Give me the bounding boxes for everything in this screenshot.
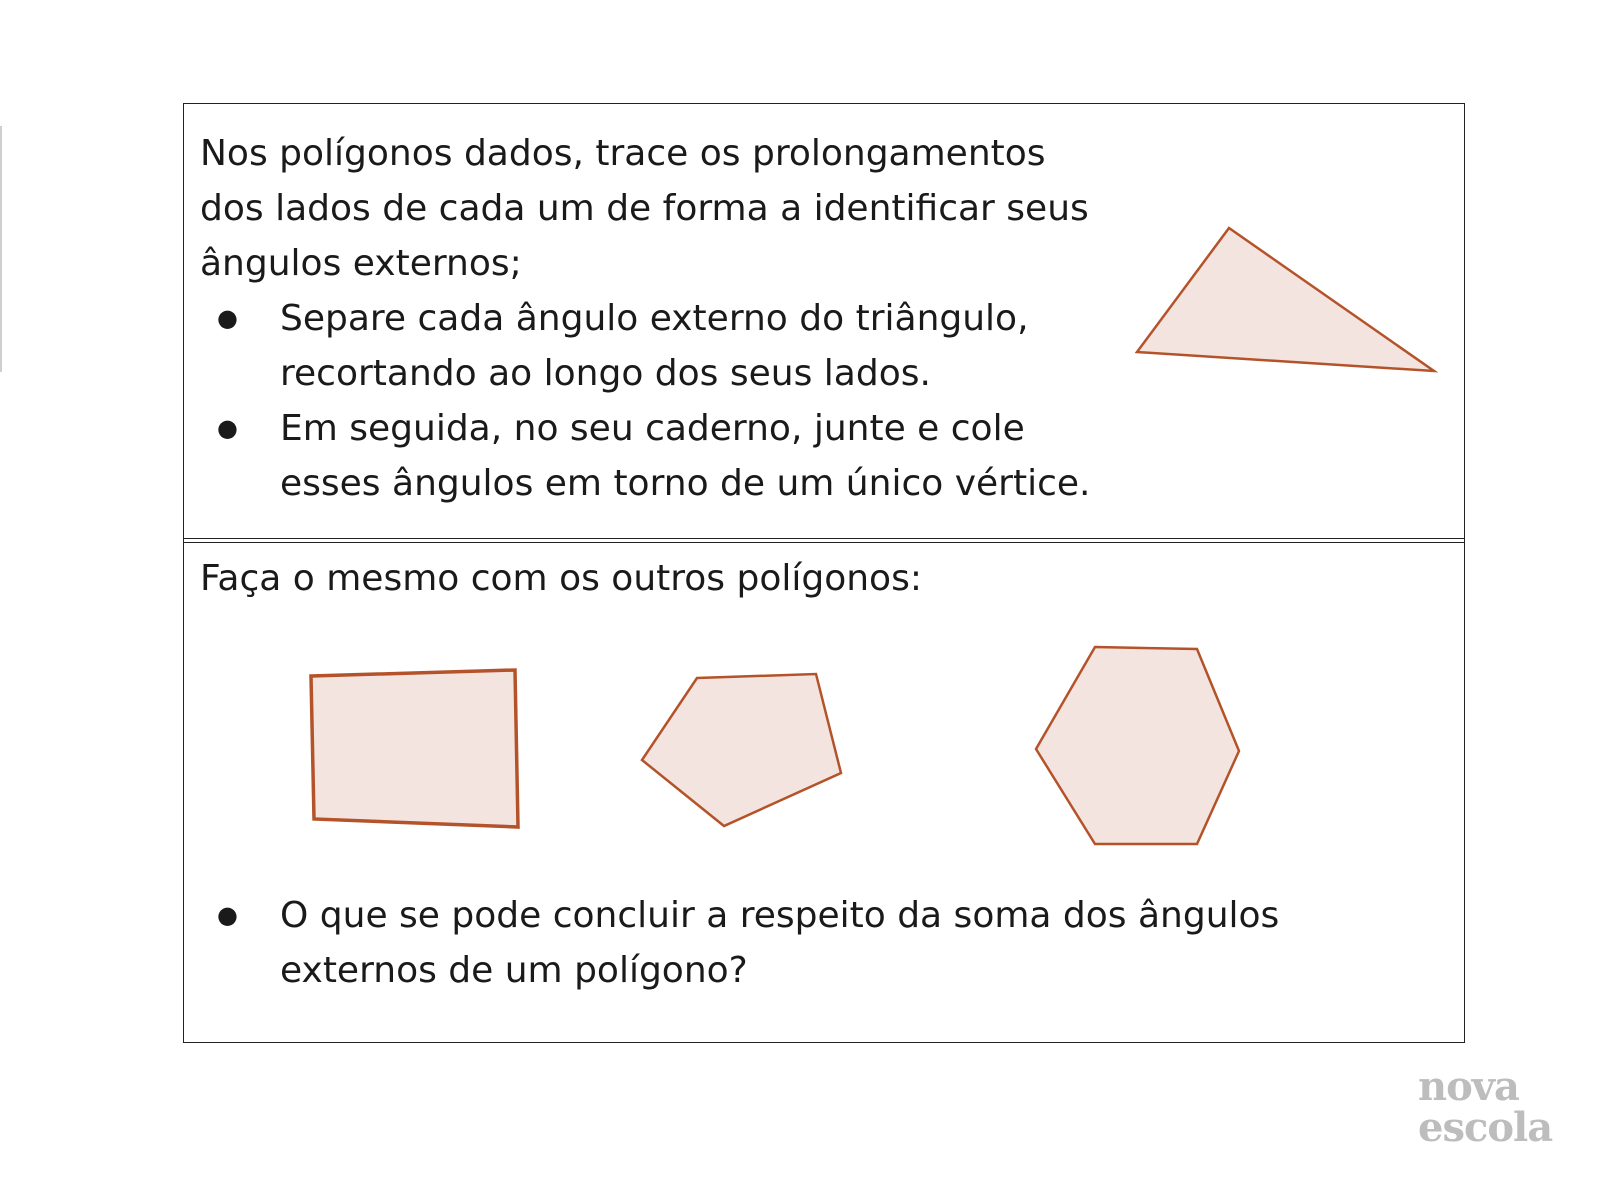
pentagon-shape [642, 674, 841, 826]
quadrilateral-shape [311, 670, 518, 827]
bullet-line: Separe cada ângulo externo do triângulo, [280, 298, 1029, 339]
triangle-shape [1137, 228, 1434, 371]
question-line: O que se pode concluir a respeito da soma dos ângulos [280, 895, 1280, 936]
question-line: externos de um polígono? [280, 950, 748, 991]
hexagon-shape [1036, 647, 1239, 844]
svg-text:nova: nova [1418, 1065, 1519, 1110]
activity-card [183, 103, 1465, 1043]
bullet-item-question [184, 888, 1279, 998]
bullet-icon: ● [217, 901, 238, 929]
intro-line: dos lados de cada um de forma a identificar seus [200, 188, 1089, 229]
intro-line: ângulos externos; [200, 243, 522, 284]
intro-line: Nos polígonos dados, trace os prolongamentos [200, 133, 1046, 174]
bullet-line: esses ângulos em torno de um único vértice. [280, 463, 1091, 504]
other-polygons-section [184, 543, 1464, 1043]
triangle-figure [184, 104, 1466, 538]
bullet-line: recortando ao longo dos seus lados. [280, 353, 931, 394]
bullet-icon: ● [217, 304, 238, 332]
nova-escola-logo [1418, 1065, 1574, 1145]
bullet-line: Em seguida, no seu caderno, junte e cole [280, 408, 1025, 449]
question-bullet-list [184, 888, 1279, 998]
section-lead: Faça o mesmo com os outros polígonos: [200, 558, 922, 599]
svg-text:escola: escola [1418, 1104, 1553, 1145]
bullet-icon: ● [217, 414, 238, 442]
instructions-section [184, 104, 1464, 538]
left-edge-rule [0, 126, 2, 372]
